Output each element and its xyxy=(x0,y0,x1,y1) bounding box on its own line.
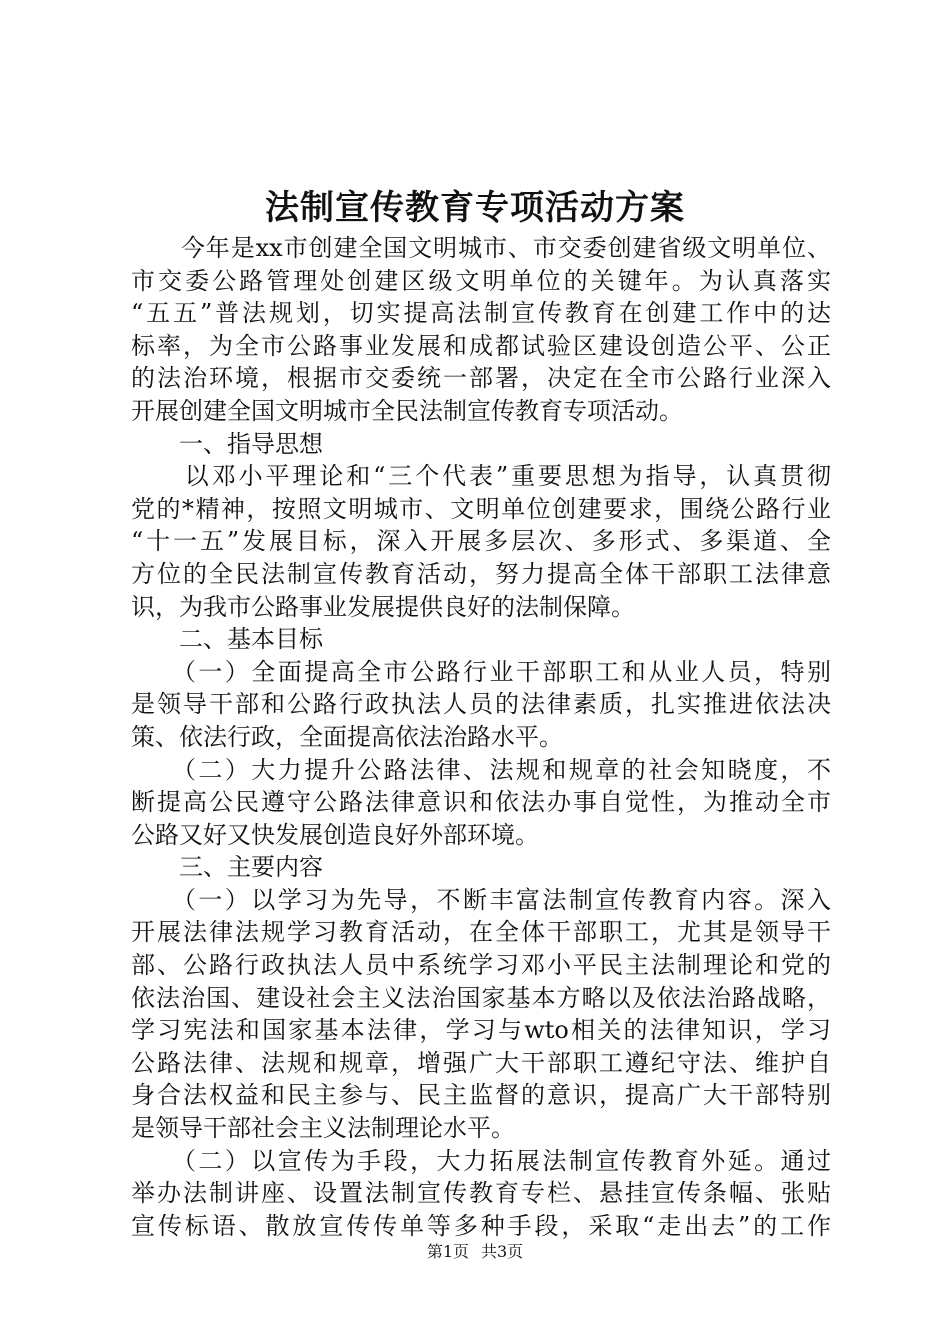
body-line: “十一五”发展目标，深入开展多层次、多形式、多渠道、全 xyxy=(131,527,831,556)
section-heading: 一、指导思想 xyxy=(131,429,323,458)
body-line: 是领导干部和公路行政执法人员的法律素质，扎实推进依法决 xyxy=(131,690,831,719)
page-number: 第1页 xyxy=(426,1242,469,1261)
body-line: 依法治国、建设社会主义法治国家基本方略以及依法治路战略， xyxy=(131,983,831,1012)
body-line: “五五”普法规划，切实提高法制宣传教育在创建工作中的达 xyxy=(131,299,831,328)
section-heading: 二、基本目标 xyxy=(131,625,323,654)
body-line: 今年是xx市创建全国文明城市、市交委创建省级文明单位、 xyxy=(131,234,831,262)
body-line: 开展创建全国文明城市全民法制宣传教育专项活动。 xyxy=(131,396,683,425)
page-total: 共3页 xyxy=(481,1242,524,1261)
body-line: 身合法权益和民主参与、民主监督的意识，提高广大干部特别 xyxy=(131,1081,831,1110)
body-line: 公路法律、法规和规章，增强广大干部职工遵纪守法、维护自 xyxy=(131,1048,831,1077)
body-line: 市交委公路管理处创建区级文明单位的关键年。为认真落实 xyxy=(131,266,831,295)
body-line: （二）以宣传为手段，大力拓展法制宣传教育外延。通过 xyxy=(131,1146,831,1175)
body-line: 学习宪法和国家基本法律，学习与wto相关的法律知识，学习 xyxy=(131,1016,831,1045)
body-line: 开展法律法规学习教育活动，在全体干部职工，尤其是领导干 xyxy=(131,918,831,947)
body-line: 方位的全民法制宣传教育活动，努力提高全体干部职工法律意 xyxy=(131,559,831,588)
body-line: 以邓小平理论和“三个代表”重要思想为指导，认真贯彻 xyxy=(131,462,831,491)
body-line: 标率，为全市公路事业发展和成都试验区建设创造公平、公正 xyxy=(131,331,831,360)
page-footer xyxy=(0,1240,950,1264)
body-line: 举办法制讲座、设置法制宣传教育专栏、悬挂宣传条幅、张贴 xyxy=(131,1179,831,1208)
body-line: （二）大力提升公路法律、法规和规章的社会知晓度，不 xyxy=(131,755,831,784)
section-heading: 三、主要内容 xyxy=(131,853,323,882)
body-line: （一）以学习为先导，不断丰富法制宣传教育内容。深入 xyxy=(131,885,831,914)
body-line: 断提高公民遵守公路法律意识和依法办事自觉性，为推动全市 xyxy=(131,788,831,817)
body-line: 是领导干部社会主义法制理论水平。 xyxy=(131,1114,515,1143)
body-line: 公路又好又快发展创造良好外部环境。 xyxy=(131,820,539,849)
body-line: 部、公路行政执法人员中系统学习邓小平民主法制理论和党的 xyxy=(131,951,831,980)
document-body xyxy=(131,232,831,1242)
body-line: 识，为我市公路事业发展提供良好的法制保障。 xyxy=(131,592,635,621)
body-line: 策、依法行政，全面提高依法治路水平。 xyxy=(131,722,563,751)
body-line: 宣传标语、散放宣传传单等多种手段，采取“走出去”的工作 xyxy=(131,1211,831,1240)
document-title: 法制宣传教育专项活动方案 xyxy=(265,188,685,228)
body-line: （一）全面提高全市公路行业干部职工和从业人员，特别 xyxy=(131,657,831,686)
body-line: 的法治环境，根据市交委统一部署，决定在全市公路行业深入 xyxy=(131,364,831,393)
body-line: 党的*精神，按照文明城市、文明单位创建要求，围绕公路行业 xyxy=(131,494,831,523)
